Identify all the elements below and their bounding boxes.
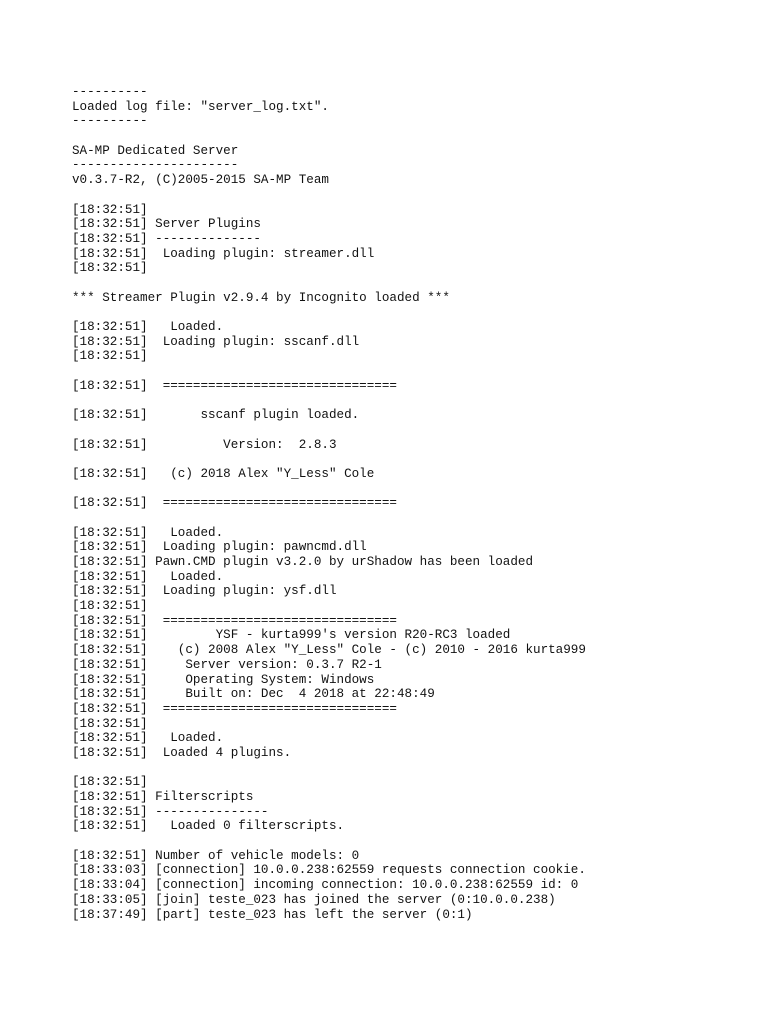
log-line: [18:32:51]	[72, 349, 148, 364]
log-line: [18:32:51] Loaded.	[72, 731, 224, 746]
log-line	[72, 423, 752, 438]
log-line: [18:32:51] Loaded.	[72, 525, 224, 540]
log-line: [18:32:51] Server Plugins	[72, 217, 261, 232]
log-line: [18:32:51] ===============================	[72, 701, 397, 716]
log-line: [18:32:51] Server version: 0.3.7 R2-1	[72, 657, 382, 672]
log-line: v0.3.7-R2, (C)2005-2015 SA-MP Team	[72, 173, 329, 188]
log-line	[72, 188, 752, 203]
log-line: [18:32:51] (c) 2008 Alex "Y_Less" Cole - (c) 2010 - 2016 kurta999	[72, 643, 586, 658]
log-line: [18:32:51] Pawn.CMD plugin v3.2.0 by urShadow has been loaded	[72, 555, 534, 569]
log-line: [18:32:51] ===============================	[72, 496, 397, 511]
log-line: [18:32:51]	[72, 716, 148, 731]
log-line: Loaded log file: "server_log.txt".	[72, 99, 329, 114]
log-line: [18:32:51] Built on: Dec 4 2018 at 22:48:49	[72, 687, 435, 702]
log-line: [18:32:51] Loading plugin: ysf.dll	[72, 584, 337, 599]
log-line	[72, 482, 752, 497]
log-line: [18:32:51] Number of vehicle models: 0	[72, 848, 360, 863]
log-line: [18:33:03] [connection] 10.0.0.238:62559 requests connection cookie.	[72, 863, 586, 878]
log-line: [18:32:51] (c) 2018 Alex "Y_Less" Cole	[72, 466, 375, 481]
log-line	[72, 305, 752, 320]
log-line: [18:32:51]	[72, 202, 148, 217]
log-line: [18:33:05] [join] teste_023 has joined the server (0:10.0.0.238)	[72, 892, 556, 907]
log-line: ----------	[72, 85, 148, 99]
log-line: [18:32:51] Loading plugin: sscanf.dll	[72, 334, 360, 349]
log-line: [18:32:51] YSF - kurta999's version R20-RC3 loaded	[72, 628, 511, 643]
log-line: *** Streamer Plugin v2.9.4 by Incognito loaded ***	[72, 290, 450, 305]
log-line: [18:32:51] Version: 2.8.3	[72, 437, 337, 452]
log-line	[72, 364, 752, 379]
log-text	[72, 85, 752, 922]
log-line: [18:32:51] --------------	[72, 231, 261, 246]
log-line: [18:32:51] ---------------	[72, 804, 269, 819]
log-line	[72, 511, 752, 526]
log-line: [18:32:51] Loading plugin: streamer.dll	[72, 246, 375, 261]
log-line: ----------	[72, 114, 148, 129]
log-line: [18:33:04] [connection] incoming connection: 10.0.0.238:62559 id: 0	[72, 878, 579, 893]
log-line: ----------------------	[72, 158, 239, 173]
log-line: [18:32:51] Loaded.	[72, 320, 224, 334]
log-line: [18:32:51] Loaded.	[72, 569, 224, 584]
log-line: [18:32:51] Loaded 0 filterscripts.	[72, 819, 345, 834]
log-line	[72, 834, 752, 849]
log-line: [18:32:51] ===============================	[72, 378, 397, 393]
log-line: SA-MP Dedicated Server	[72, 143, 239, 158]
log-line	[72, 452, 752, 467]
log-line: [18:32:51]	[72, 261, 148, 276]
log-line: [18:32:51] Loading plugin: pawncmd.dll	[72, 540, 367, 555]
log-line: [18:32:51]	[72, 599, 148, 614]
log-line	[72, 761, 752, 776]
log-line: [18:32:51] Filterscripts	[72, 790, 254, 804]
log-line: [18:32:51] ===============================	[72, 613, 397, 628]
log-line	[72, 393, 752, 408]
log-line: [18:32:51] sscanf plugin loaded.	[72, 408, 360, 423]
log-line: [18:37:49] [part] teste_023 has left the server (0:1)	[72, 907, 473, 922]
log-line: [18:32:51] Operating System: Windows	[72, 672, 375, 687]
log-line: [18:32:51]	[72, 775, 148, 790]
log-line	[72, 276, 752, 291]
log-line	[72, 129, 752, 144]
log-line: [18:32:51] Loaded 4 plugins.	[72, 745, 292, 760]
